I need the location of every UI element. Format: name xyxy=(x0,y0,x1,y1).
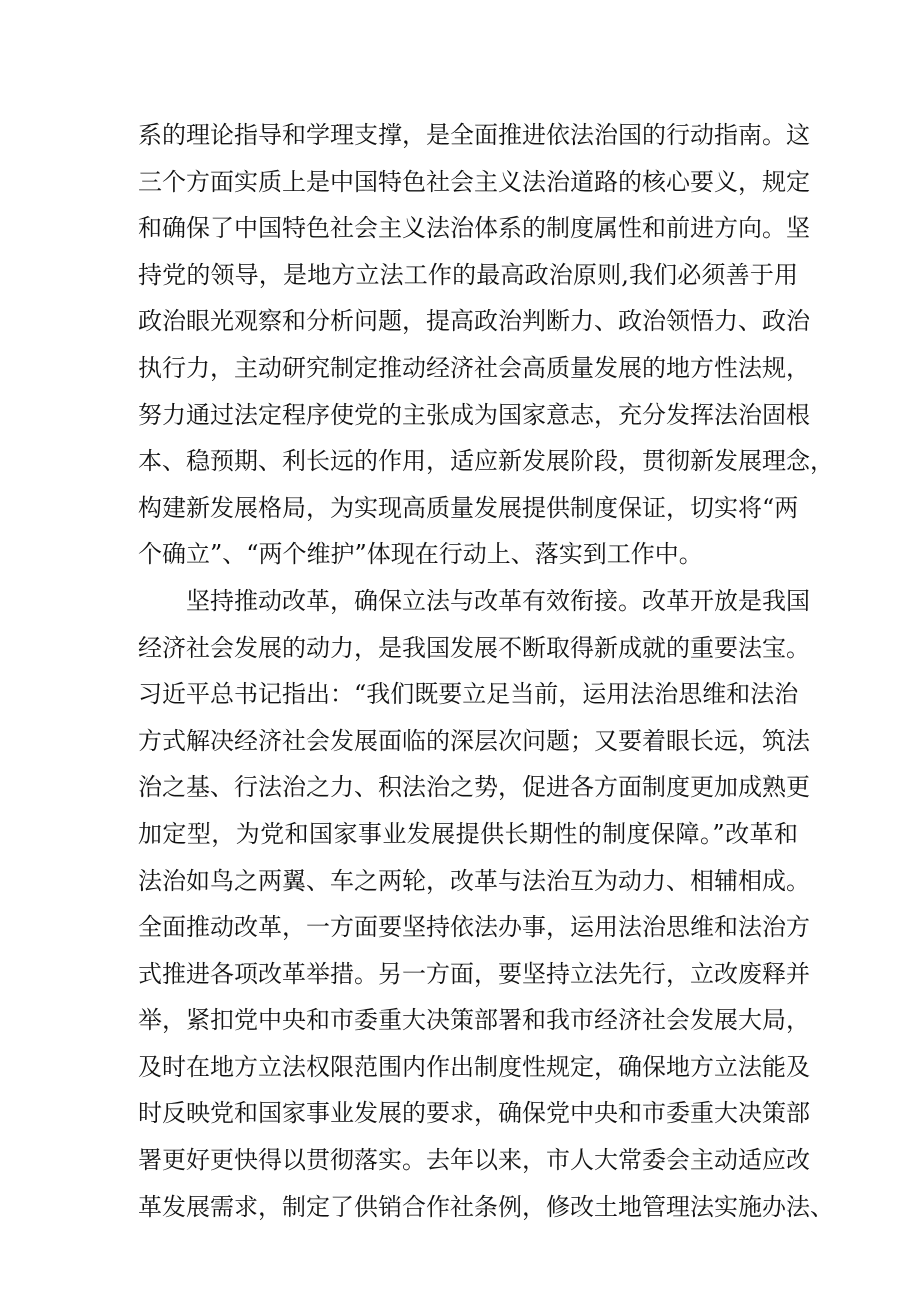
text-line: 署更好更快得以贯彻落实。去年以来，市人大常委会主动适应改 xyxy=(138,1146,810,1175)
paragraph-1 xyxy=(138,112,834,578)
text-line: 全面推动改革，一方面要坚持依法办事，运用法治思维和法治方 xyxy=(138,913,810,942)
text-line: 式推进各项改革举措。另一方面，要坚持立法先行，立改废释并 xyxy=(138,959,810,988)
text-line: 执行力，主动研究制定推动经济社会高质量发展的地方性法规， xyxy=(138,353,810,382)
text-line: 革发展需求，制定了供销合作社条例，修改土地管理法实施办法、 xyxy=(138,1192,834,1221)
text-line: 构建新发展格局，为实现高质量发展提供制度保证，切实将“两 xyxy=(138,493,799,522)
text-line: 本、稳预期、利长远的作用，适应新发展阶段，贯彻新发展理念， xyxy=(138,447,834,476)
text-line: 举，紧扣党中央和市委重大决策部署和我市经济社会发展大局， xyxy=(138,1006,810,1035)
text-line: 持党的领导，是地方立法工作的最高政治原则,我们必须善于用 xyxy=(138,260,798,289)
text-line: 和确保了中国特色社会主义法治体系的制度属性和前进方向。坚 xyxy=(138,214,810,243)
text-line: 努力通过法定程序使党的主张成为国家意志，充分发挥法治固根 xyxy=(138,400,810,429)
text-line: 及时在地方立法权限范围内作出制度性规定，确保地方立法能及 xyxy=(138,1052,810,1081)
text-line: 系的理论指导和学理支撑，是全面推进依法治国的行动指南。这 xyxy=(138,121,810,149)
text-line: 经济社会发展的动力，是我国发展不断取得新成就的重要法宝。 xyxy=(138,633,810,662)
text-line: 习近平总书记指出：“我们既要立足当前，运用法治思维和法治 xyxy=(138,680,799,709)
text-line: 政治眼光观察和分析问题，提高政治判断力、政治领悟力、政治 xyxy=(138,307,810,336)
text-line: 治之基、行法治之力、积法治之势，促进各方面制度更加成熟更 xyxy=(138,773,810,802)
text-line: 时反映党和国家事业发展的要求，确保党中央和市委重大决策部 xyxy=(138,1099,810,1128)
text-line: 加定型，为党和国家事业发展提供长期性的制度保障。”改革和 xyxy=(138,819,798,848)
text-line: 法治如鸟之两翼、车之两轮，改革与法治互为动力、相辅相成。 xyxy=(138,866,810,895)
text-line: 三个方面实质上是中国特色社会主义法治道路的核心要义，规定 xyxy=(138,167,810,196)
text-line: 坚持推动改革，确保立法与改革有效衔接。改革开放是我国 xyxy=(186,586,810,615)
text-line: 方式解决经济社会发展面临的深层次问题；又要着眼长远，筑法 xyxy=(138,726,810,755)
paragraph-2 xyxy=(138,578,834,1230)
text-line: 个确立”、“两个维护”体现在行动上、落实到工作中。 xyxy=(138,540,703,569)
body-text xyxy=(138,112,834,1230)
